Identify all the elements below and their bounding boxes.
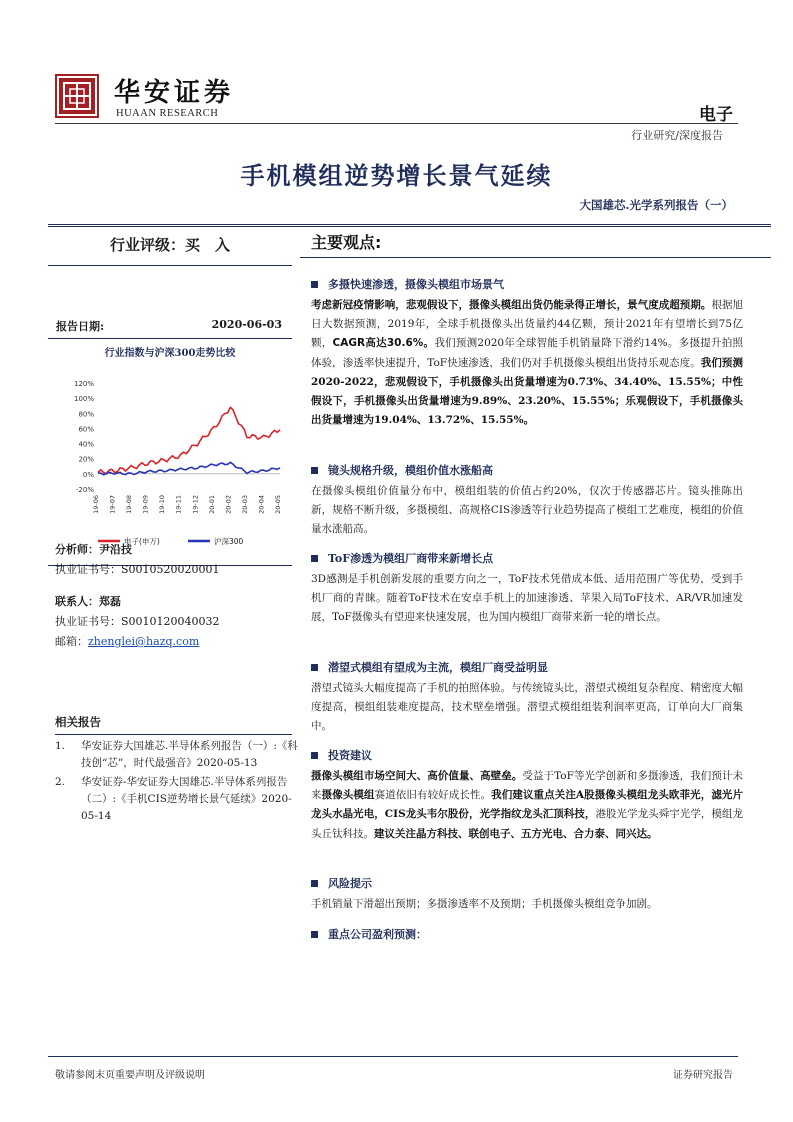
y-tick-label: 60% — [78, 425, 94, 434]
email-label: 邮箱： — [55, 635, 88, 648]
industry-rating: 行业评级：买 入 — [48, 232, 292, 266]
bullet-square-icon — [311, 467, 318, 474]
bullet-square-icon — [311, 664, 318, 671]
bullet-square-icon — [311, 931, 318, 938]
contact-cert: 执业证书号：S0010120040032 — [55, 615, 220, 628]
y-tick-label: 120% — [73, 380, 94, 388]
section-body: 潜望式镜头大幅度提高了手机的拍照体验。与传统镜头比，潜望式模组复杂程度、精密度大幅度提高，模组组装难度提高，技术壁垒增强。潜望式模组组装利润率更高，订单向大厂商集中。 — [311, 682, 743, 733]
contact-label: 联系人： — [55, 595, 99, 608]
report-title: 手机模组逆势增长景气延续 — [240, 161, 553, 190]
contact-name: 郑磊 — [99, 595, 121, 608]
index-chart-svg — [48, 361, 292, 561]
company-name-cn: 华安证券 — [114, 78, 235, 108]
x-tick-label: 19-07 — [108, 495, 117, 514]
y-tick-label: 0% — [82, 470, 94, 479]
bullet-square-icon — [311, 752, 318, 759]
legend-label: 沪深300 — [214, 537, 244, 546]
section-heading: 多摄快速渗透，摄像头模组市场景气 — [311, 276, 743, 292]
series-line-1 — [98, 462, 280, 474]
section-tof — [311, 550, 743, 628]
related-report-item[interactable] — [55, 774, 298, 825]
analyst-cert: 执业证书号：S0010520020001 — [55, 563, 220, 576]
section-body: 考虑新冠疫情影响，悲观假设下，摄像头模组出货仍能录得正增长，景气度成超预期。根据旭日大数据预测，2019年，全球手机摄像头出货量约44亿颗，预计2021年有望增长到75亿颗，CAGR高达30.6%。我们预测2020年全球智能手机销量降下滑约14%。多摄提升拍照体验，渗透率快速提升，ToF快速渗透，我们仍对手机摄像头模组出货持乐观态度。我们预测2020-2022，悲观假设下，手机摄像头出货量增速为0.73%、34.40%、15.55%；中性假设下，手机摄像头出货量增速为9.89%、23.20%、15.55%；乐观假设下，手机摄像头出货量增速为19.04%、13.72%、15.55%。 — [311, 299, 744, 427]
footer-divider — [48, 1056, 738, 1057]
seal-icon — [55, 74, 99, 118]
sector-label: 电子 — [699, 105, 733, 125]
bullet-square-icon — [311, 281, 318, 288]
contact-block — [55, 592, 220, 652]
section-risk — [311, 875, 743, 914]
key-points-divider — [300, 257, 771, 258]
related-report-item[interactable] — [55, 738, 298, 772]
section-heading: 镜头规格升级，模组价值水涨船高 — [311, 462, 743, 478]
x-tick-label: 19-12 — [191, 495, 200, 514]
company-logo-mark — [55, 74, 99, 118]
title-divider — [48, 224, 771, 227]
x-tick-label: 19-10 — [158, 495, 167, 514]
email-link[interactable]: zhenglei@hazq.com — [88, 635, 200, 648]
analyst-name: 尹沿技 — [99, 543, 132, 556]
bullet-square-icon — [311, 555, 318, 562]
section-body: 手机销量下滑超出预期；多摄渗透率不及预期；手机摄像头模组竞争加剧。 — [311, 898, 658, 910]
section-earnings-forecast — [311, 926, 743, 942]
left-sidebar — [48, 232, 292, 566]
section-body: 摄像头模组市场空间大、高价值量、高壁垒。受益于ToF等光学创新和多摄渗透，我们预计未来摄像头模组赛道依旧有较好成长性。我们建议重点关注A股摄像头模组龙头欧菲光，滤光片龙头水晶光电，CIS龙头韦尔股份，光学指纹龙头汇顶科技，港股光学龙头舜宇光学，模组龙头丘钛科技。建议关注晶方科技、联创电子、五方光电、合力泰、同兴达。 — [311, 770, 744, 840]
related-report-text: 华安证券-华安证券大国雄芯.半导体系列报告（二）:《手机CIS逆势增长景气延续》2020-05-14 — [81, 776, 292, 822]
x-tick-label: 19-09 — [141, 495, 150, 514]
x-tick-label: 20-02 — [224, 495, 233, 514]
section-heading: 重点公司盈利预测： — [311, 926, 743, 942]
report-type: 行业研究/深度报告 — [631, 129, 723, 142]
section-investment — [311, 747, 743, 844]
related-report-text: 华安证券大国雄芯.半导体系列报告（一）:《科技创“芯”，时代最强音》2020-05-13 — [81, 740, 298, 769]
header-divider — [55, 123, 738, 124]
x-tick-label: 20-03 — [240, 495, 249, 514]
section-body: 在摄像头模组价值量分布中，模组组装的价值占约20%，仅次于传感器芯片。镜头推陈出新，规格不断升级，多摄模组、高规格CIS渗透等行业趋势提高了模组工艺难度，模组的价值量水涨船高。 — [311, 485, 743, 536]
x-tick-label: 20-04 — [257, 495, 266, 514]
section-periscope — [311, 659, 743, 737]
section-heading: 潜望式模组有望成为主流，模组厂商受益明显 — [311, 659, 743, 675]
related-reports-list — [55, 738, 298, 827]
related-report-num: 2. — [55, 776, 66, 788]
company-name-en: HUAAN RESEARCH — [116, 108, 219, 119]
y-tick-label: 40% — [78, 440, 94, 449]
x-tick-label: 20-01 — [207, 495, 216, 514]
x-tick-label: 19-06 — [92, 495, 100, 514]
y-tick-label: -20% — [75, 486, 94, 494]
section-body: 3D感测是手机创新发展的重要方向之一，ToF技术凭借成本低、适用范围广等优势，受到手机厂商的青睐。随着ToF技术在安卓手机上的加速渗透、苹果入局ToF技术、AR/VR加速发展，ToF摄像头有望迎来快速发展，也为国内模组厂商带来新一轮的增长点。 — [311, 573, 743, 624]
analyst-block — [55, 540, 220, 580]
y-tick-label: 80% — [78, 410, 94, 419]
analyst-label: 分析师： — [55, 543, 99, 556]
legend-label: 电子(申万) — [124, 537, 160, 546]
footer-disclaimer[interactable]: 敬请参阅末页重要声明及评级说明 — [55, 1070, 205, 1081]
key-points-title: 主要观点: — [311, 233, 382, 252]
x-tick-label: 20-05 — [274, 495, 282, 514]
section-lens-upgrade — [311, 462, 743, 540]
bullet-square-icon — [311, 880, 318, 887]
related-report-num: 1. — [55, 740, 66, 752]
footer-label: 证券研究报告 — [673, 1070, 733, 1081]
report-date-row — [48, 318, 292, 339]
index-chart — [48, 361, 292, 561]
report-date-value: 2020-06-03 — [211, 318, 282, 331]
series-line-0 — [98, 407, 280, 473]
section-multicam — [311, 276, 743, 430]
series-title: 大国雄芯.光学系列报告（一） — [579, 198, 733, 212]
chart-title: 行业指数与沪深300走势比较 — [104, 348, 236, 359]
section-heading: ToF渗透为模组厂商带来新增长点 — [311, 550, 743, 566]
key-points-header — [311, 230, 741, 253]
report-date-label: 报告日期: — [56, 320, 105, 333]
x-tick-label: 19-08 — [125, 495, 134, 514]
section-heading: 风险提示 — [311, 875, 743, 891]
related-reports-heading: 相关报告 — [55, 714, 292, 735]
y-tick-label: 20% — [78, 455, 94, 464]
section-heading: 投资建议 — [311, 747, 743, 763]
y-tick-label: 100% — [73, 395, 94, 404]
x-tick-label: 19-11 — [174, 495, 183, 514]
